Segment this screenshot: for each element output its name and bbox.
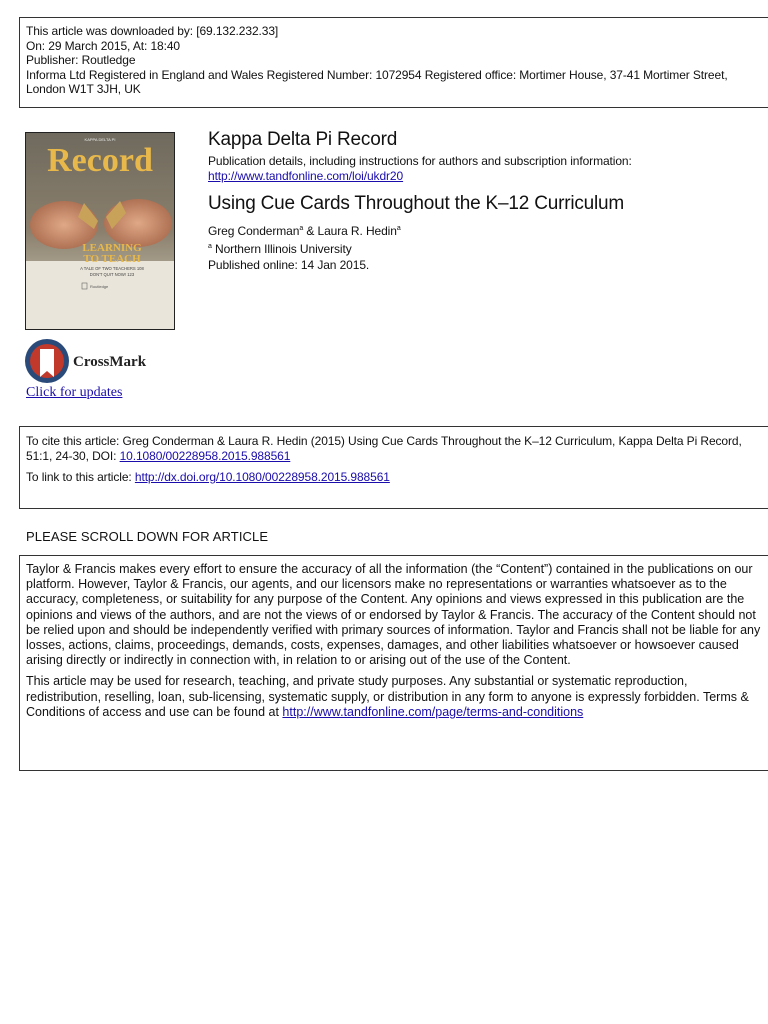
- terms-text: This article may be used for research, teaching, and private study purposes. Any substantial or systematic reproduction, redistribution, reselling, loan, sub-licensing, systematic supply, or distribution in any form to anyone is expressly forbidden. Terms & Conditions of access and use can be found at: [26, 674, 749, 719]
- publication-details-text: Publication details, including instructions for authors and subscription information:: [208, 154, 632, 168]
- download-line: This article was downloaded by: [69.132.232.33]: [26, 24, 279, 38]
- cover-tagline: A TALE OF TWO TEACHERS 108: [80, 266, 144, 271]
- download-date: On: 29 March 2015, At: 18:40: [26, 38, 180, 53]
- publisher-line: Publisher: Routledge: [26, 53, 136, 67]
- author-affiliation-marker: a: [396, 225, 401, 232]
- author-affiliation-marker: a: [299, 225, 304, 232]
- affiliation-line: [208, 239, 401, 257]
- svg-text:KAPPA DELTA PI: KAPPA DELTA PI: [84, 137, 116, 142]
- article-link-prefix: To link to this article:: [26, 470, 135, 484]
- cover-tagline-2: DON'T QUIT NOW! 123: [89, 272, 135, 277]
- terms-link[interactable]: http://www.tandfonline.com/page/terms-and-conditions: [282, 704, 584, 719]
- doi-link[interactable]: 10.1080/00228958.2015.988561: [119, 448, 291, 463]
- click-for-updates-link[interactable]: Click for updates: [26, 385, 123, 400]
- crossmark-label: CrossMark: [73, 354, 147, 370]
- scroll-notice: PLEASE SCROLL DOWN FOR ARTICLE: [26, 529, 269, 544]
- citation-prefix: To cite this article: Greg Conderman & Laura R. Hedin (2015) Using Cue Cards Throughout the K–12 Curriculum, Kappa Delta Pi Record, 51:1, 24-30, DOI:: [26, 434, 742, 463]
- registration-line: Informa Ltd Registered in England and Wales Registered Number: 1072954 Registered office: Mortimer House, 37-41 Mortimer Street, London W1T 3JH, UK: [26, 67, 728, 96]
- journal-url-link[interactable]: http://www.tandfonline.com/loi/ukdr20: [208, 169, 404, 183]
- cover-headline-2: TO TEACH: [83, 253, 141, 265]
- article-url-link[interactable]: http://dx.doi.org/10.1080/00228958.2015.988561: [134, 470, 390, 484]
- citation-text: [26, 434, 762, 463]
- disclaimer-paragraph: Taylor & Francis makes every effort to ensure the accuracy of all the information (the “Content”) contained in the publications on our platform. However, Taylor & Francis, our agents, and our licensors make no representations or warranties whatsoever as to the accuracy, completeness, or suitability for any purpose of the Content. Any opinions and views expressed in this publication are the opinions and views of the authors, and are not the views of or endorsed by Taylor & Francis. The accuracy of the Content should not be relied upon and should be independently verified with primary sources of information. Taylor and Francis shall not be liable for any losses, actions, claims, proceedings, demands, costs, expenses, damages, and other liabilities whatsoever or howsoever caused arising directly or indirectly in connection with, in relation to or arising out of the use of the Content.: [26, 562, 761, 668]
- affiliation-text: Northern Illinois University: [215, 242, 352, 256]
- article-title: Using Cue Cards Throughout the K–12 Curriculum: [208, 193, 625, 214]
- cover-illustration: [26, 133, 174, 329]
- publication-details: [208, 154, 632, 184]
- crossmark-badge[interactable]: [25, 337, 185, 387]
- author-name: Greg Conderman: [208, 224, 300, 238]
- article-link-line: [26, 470, 762, 485]
- cover-headline-1: LEARNING: [82, 242, 142, 254]
- author-name: Laura R. Hedin: [317, 224, 397, 238]
- author-line: [208, 221, 401, 239]
- terms-paragraph: [26, 674, 762, 720]
- author-block: [208, 221, 401, 273]
- cover-masthead: Record: [47, 142, 153, 179]
- download-info-box: [19, 17, 768, 108]
- affiliation-marker: a: [208, 243, 212, 250]
- crossmark-icon: [25, 337, 185, 387]
- journal-cover-image: [25, 132, 175, 330]
- author-separator: &: [303, 224, 318, 238]
- journal-title: Kappa Delta Pi Record: [208, 129, 398, 150]
- citation-box: [19, 426, 768, 509]
- disclaimer-box: [19, 555, 768, 771]
- published-date: Published online: 14 Jan 2015.: [208, 258, 370, 272]
- cover-publisher-mark: Routledge: [90, 284, 109, 289]
